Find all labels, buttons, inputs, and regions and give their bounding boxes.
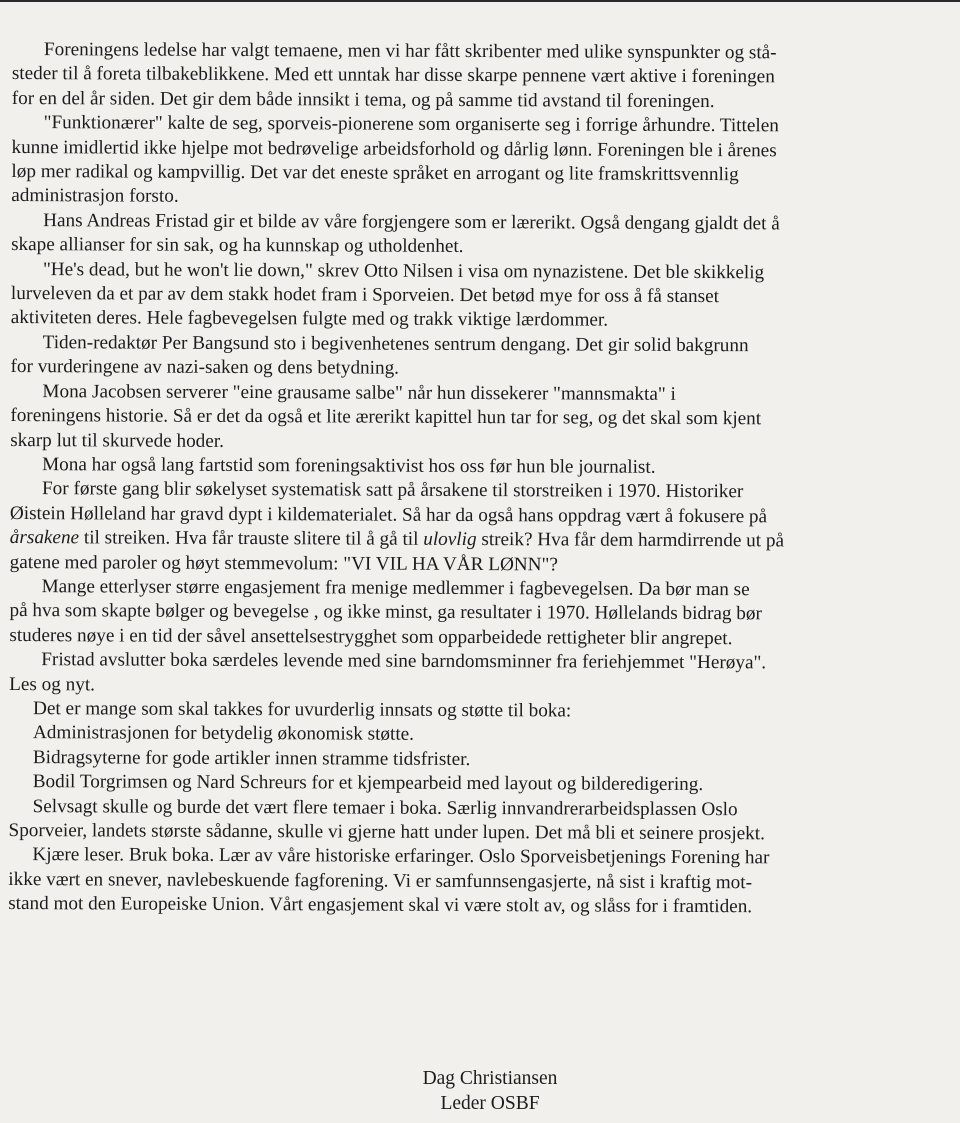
text-run: Bodil Torgrimsen og Nard Schreurs for et kjempearbeid med layout og bilderedigering. xyxy=(32,771,704,796)
text-run: Øistein Hølleland har gravd dypt i kildematerialet. Så har da også hans oppdrag vært å fokusere på xyxy=(9,502,768,528)
text-run: på hva som skapte bølger og bevegelse , og ikke minst, ga resultater i 1970. Høllelands bidrag bør xyxy=(9,600,762,625)
text-run: ikke vært en snever, navlebeskuende fagforening. Vi er samfunnsengasjerte, nå sist i kraftig mot- xyxy=(8,868,753,894)
text-run: foreningens historie. Så er det da også et lite ærerikt kapittel hun tar for seg, og det skal som kjent xyxy=(10,405,762,430)
text-run: administrasjon forsto. xyxy=(11,185,179,208)
emphasis-text: årsakene xyxy=(9,527,80,549)
text-run: steder til å foreta tilbakeblikkene. Med ett unntak har disse skarpe pennene vært aktive i foreningen xyxy=(11,63,775,88)
text-line xyxy=(9,599,939,627)
text-run: Les og nyt. xyxy=(9,673,96,695)
text-run: løp mer radikal og kampvillig. Det var det eneste språket en arrogant og lite framskrittsvennlig xyxy=(11,161,739,186)
text-run: Mona har også lang fartstid som foreningsaktivist hos oss før hun ble journalist. xyxy=(42,454,656,478)
top-rule xyxy=(0,0,960,2)
text-run: Mange etterlyser større engasjement fra menige medlemmer i fagbevegelsen. Da bør man se xyxy=(41,576,750,601)
text-run: lurveleven da et par av dem stakk hodet fram i Sporveien. Det betød mye for oss å få stanset xyxy=(10,283,720,308)
text-run: Tiden-redaktør Per Bangsund sto i begivenhetenes sentrum dengang. Det gir solid bakgrunn xyxy=(42,332,749,357)
text-run: til streiken. Hva får trauste slitere til å gå til xyxy=(79,527,424,550)
text-line xyxy=(8,843,938,871)
text-line xyxy=(9,648,939,676)
text-run: Selvsagt skulle og burde det vært flere temaer i boka. Særlig innvandrerarbeidsplassen Oslo xyxy=(32,795,738,820)
text-line xyxy=(11,355,941,383)
text-run: kunne imidlertid ikke hjelpe mot bedrøvelige arbeidsforhold og dårlig lønn. Foreningen ble i årenes xyxy=(11,136,777,161)
text-run: For første gang blir søkelyset systematisk satt på årsakene til storstreiken i 1970. Historiker xyxy=(41,478,744,503)
text-run: Mona Jacobsen serverer "eine grausame salbe" når hun dissekerer "mannsmakta" i xyxy=(42,380,676,405)
text-run: stand mot den Europeiske Union. Vårt engasjement skal vi være stolt av, og slåss for i framtiden. xyxy=(8,893,753,918)
text-run: Det er mange som skal takkes for uvurderlig innsats og støtte til boka: xyxy=(33,698,572,722)
text-run: Foreningens ledelse har valgt temaene, men vi har fått skribenter med ulike synspunkter og stå- xyxy=(43,39,777,64)
text-line xyxy=(9,721,939,749)
text-line xyxy=(10,404,940,432)
text-run: for en del år siden. Det gir dem både innsikt i tema, og på samme tid avstand til foreningen. xyxy=(11,87,715,112)
text-run: skape allianser for sin sak, og ha kunnskap og utholdenhet. xyxy=(11,234,464,258)
text-run: Kjære leser. Bruk boka. Lær av våre historiske erfaringer. Oslo Sporveisbetjenings Forening har xyxy=(32,844,770,869)
article-body xyxy=(8,38,942,921)
text-run: "He's dead, but he won't lie down," skrev Otto Nilsen i visa om nynazistene. Det ble skikkelig xyxy=(42,258,765,283)
text-line xyxy=(10,526,940,554)
text-run: gatene med paroler og høyt stemmevolum: "VI VIL HA VÅR LØNN"? xyxy=(9,551,558,575)
signature-block xyxy=(340,1067,640,1116)
text-line xyxy=(11,233,941,261)
text-run: aktiviteten deres. Hele fagbevegelsen fulgte med og trakk viktige lærdommer. xyxy=(10,307,609,332)
text-run: Hans Andreas Fristad gir et bilde av våre forgjengere som er lærerikt. Også dengang gjaldt det å xyxy=(43,209,780,235)
emphasis-text: ulovlig xyxy=(423,528,477,551)
signature-name: Dag Christiansen xyxy=(422,1068,558,1089)
text-line xyxy=(8,892,938,920)
text-run: Fristad avslutter boka særdeles levende med sine barndomsminner fra feriehjemmet "Herøya". xyxy=(41,649,767,674)
text-line xyxy=(9,770,939,798)
text-run: Bidragsyterne for gode artikler innen stramme tidsfrister. xyxy=(32,746,471,770)
text-run: Administrasjonen for betydelig økonomisk støtte. xyxy=(32,722,415,746)
text-run: Sporveier, landets største sådanne, skulle vi gjerne hatt under lupen. Det må bli et seinere prosjekt. xyxy=(8,819,765,845)
text-run: studeres nøye i en tid der såvel ansettelsestrygghet som opparbeidede rettigheter blir angrepet. xyxy=(9,624,733,649)
text-run: "Funktionærer" kalte de seg, sporveis-pionerene som organiserte seg i forrige århundre. Tittelen xyxy=(43,112,779,137)
text-run: streik? Hva får dem harmdirrende ut på xyxy=(476,529,785,552)
text-line xyxy=(12,111,942,139)
text-run: for vurderingene av nazi-saken og dens betydning. xyxy=(10,356,400,379)
text-line xyxy=(10,477,940,505)
text-run: skarp lut til skurvede hoder. xyxy=(10,429,224,452)
signature-title: Leder OSBF xyxy=(440,1092,540,1114)
